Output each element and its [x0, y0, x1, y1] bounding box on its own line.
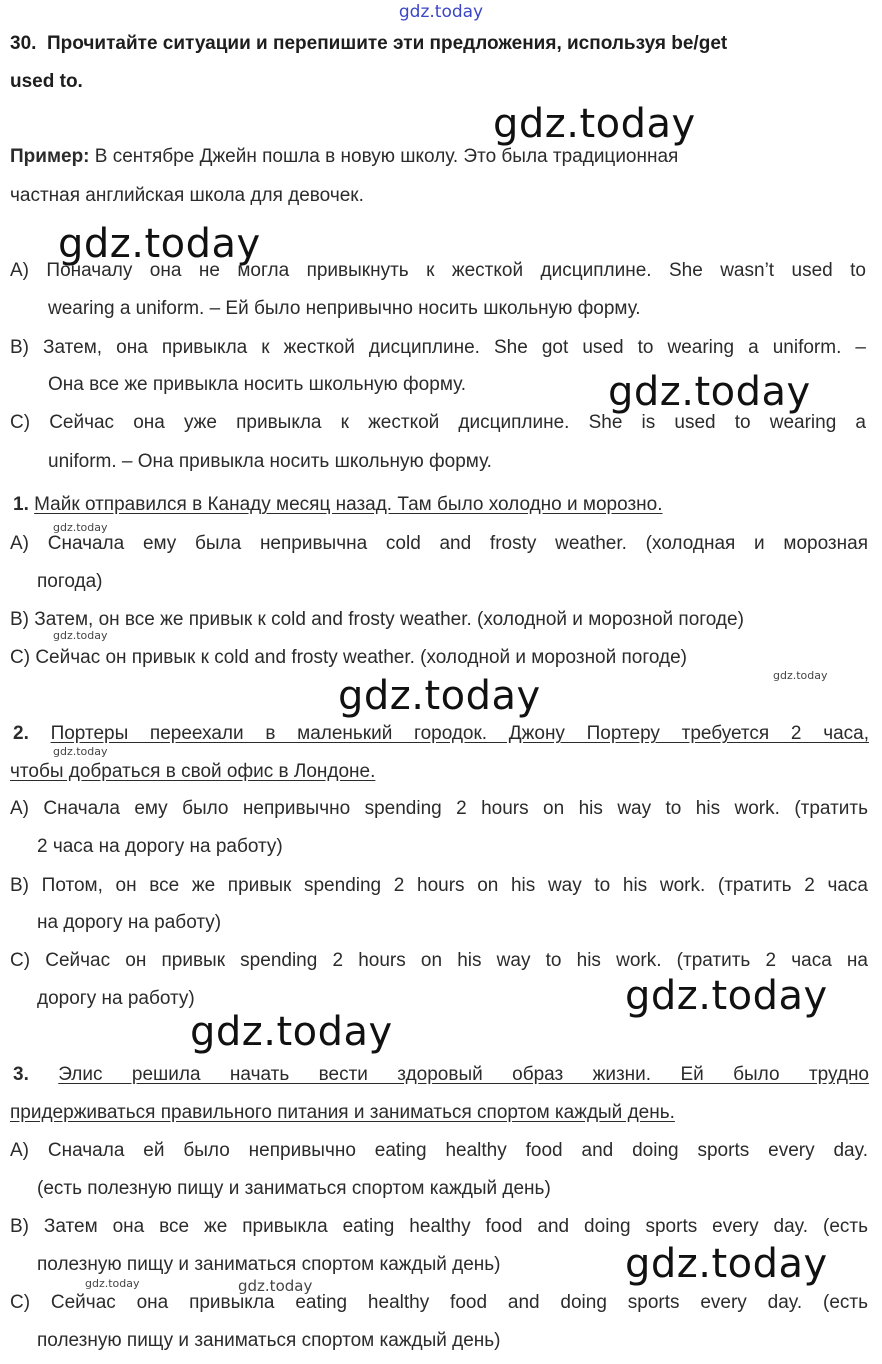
item2-c-line2: дорогу на работу) [37, 988, 195, 1009]
task-title [10, 33, 727, 55]
item2-number: 2. [13, 723, 29, 744]
item3-title-line2: придерживаться правильного питания и заниматься спортом каждый день. [10, 1102, 675, 1123]
item2-title-line2: чтобы добраться в свой офис в Лондоне. [10, 761, 376, 782]
item1-a-line1: A) Сначала ему была непривычна cold and frosty weather. (холодная и морозная [10, 533, 868, 554]
item1-title [13, 494, 663, 516]
example-a-line1: A) Поначалу она не могла привыкнуть к жесткой дисциплине. She wasn’t used to [10, 260, 866, 281]
item3-b-line1: B) Затем она все же привыкла eating healthy food and doing sports every day. (есть [10, 1216, 868, 1237]
example-line2: частная английская школа для девочек. [10, 185, 364, 206]
example-label: Пример: [10, 146, 90, 167]
watermark: gdz.today [608, 369, 811, 415]
watermark-small: gdz.today [773, 669, 828, 682]
watermark: gdz.today [625, 973, 828, 1019]
task-title-line1: Прочитайте ситуации и перепишите эти предложения, используя be/get [46, 33, 728, 54]
example-c-line1: C) Сейчас она уже привыкла к жесткой дисциплине. She is used to wearing a [10, 412, 866, 433]
item1-c-line1: C) Сейчас он привык к cold and frosty weather. (холодной и морозной погоде) [10, 647, 688, 668]
item3-title-line1 [13, 1064, 869, 1086]
item3-a-line1: A) Сначала ей было непривычно eating healthy food and doing sports every day. [10, 1140, 868, 1161]
example-a-line2: wearing a uniform. – Ей было непривычно носить школьную форму. [48, 298, 641, 319]
watermark: gdz.today [338, 673, 541, 719]
watermark: gdz.today [190, 1009, 393, 1055]
task-title-line2: used to. [10, 71, 83, 92]
watermark-small: gdz.today [85, 1277, 140, 1290]
item2-a-line2: 2 часа на дорогу на работу) [37, 836, 283, 857]
item1-number: 1. [13, 494, 29, 515]
item2-a-line1: A) Сначала ему было непривычно spending 2 hours on his way to his work. (тратить [10, 798, 868, 819]
example-line1 [10, 146, 678, 168]
watermark: gdz.today [625, 1241, 828, 1287]
watermark-top: gdz.today [398, 2, 484, 22]
example-text: В сентябре Джейн пошла в новую школу. Это была традиционная [94, 146, 679, 167]
item1-title-text: Майк отправился в Канаду месяц назад. Там было холодно и морозно. [34, 494, 663, 515]
item2-c-line1: C) Сейчас он привык spending 2 hours on his way to his work. (тратить 2 часа на [10, 950, 868, 971]
item2-b-line2: на дорогу на работу) [37, 912, 222, 933]
item2-title-text: Портеры переехали в маленький городок. Джону Портеру требуется 2 часа, [50, 723, 870, 744]
item3-b-line2: полезную пищу и заниматься спортом каждый день) [37, 1254, 501, 1275]
watermark-small: gdz.today [53, 521, 108, 534]
item1-a-line2: погода) [37, 571, 103, 592]
item1-b-line1: B) Затем, он все же привык к cold and frosty weather. (холодной и морозной погоде) [10, 609, 744, 630]
watermark-small: gdz.today [238, 1277, 313, 1295]
watermark: gdz.today [58, 221, 261, 267]
item3-a-line2: (есть полезную пищу и заниматься спортом каждый день) [37, 1178, 551, 1199]
task-number: 30. [10, 33, 37, 54]
watermark-small: gdz.today [53, 745, 108, 758]
item3-c-line1: C) Сейчас она привыкла eating healthy food and doing sports every day. (есть [10, 1292, 868, 1313]
item3-c-line2: полезную пищу и заниматься спортом каждый день) [37, 1330, 501, 1351]
example-c-line2: uniform. – Она привыкла носить школьную форму. [48, 451, 492, 472]
example-b-line1: B) Затем, она привыкла к жесткой дисциплине. She got used to wearing a uniform. – [10, 337, 866, 358]
watermark-small: gdz.today [53, 629, 108, 642]
watermark: gdz.today [493, 101, 696, 147]
item2-title-line1 [13, 723, 869, 745]
item2-b-line1: B) Потом, он все же привык spending 2 hours on his way to his work. (тратить 2 часа [10, 875, 868, 896]
item3-number: 3. [13, 1064, 29, 1085]
item3-title-text: Элис решила начать вести здоровый образ жизни. Ей было трудно [58, 1064, 870, 1085]
example-b-line2: Она все же привыкла носить школьную форму. [48, 374, 466, 395]
